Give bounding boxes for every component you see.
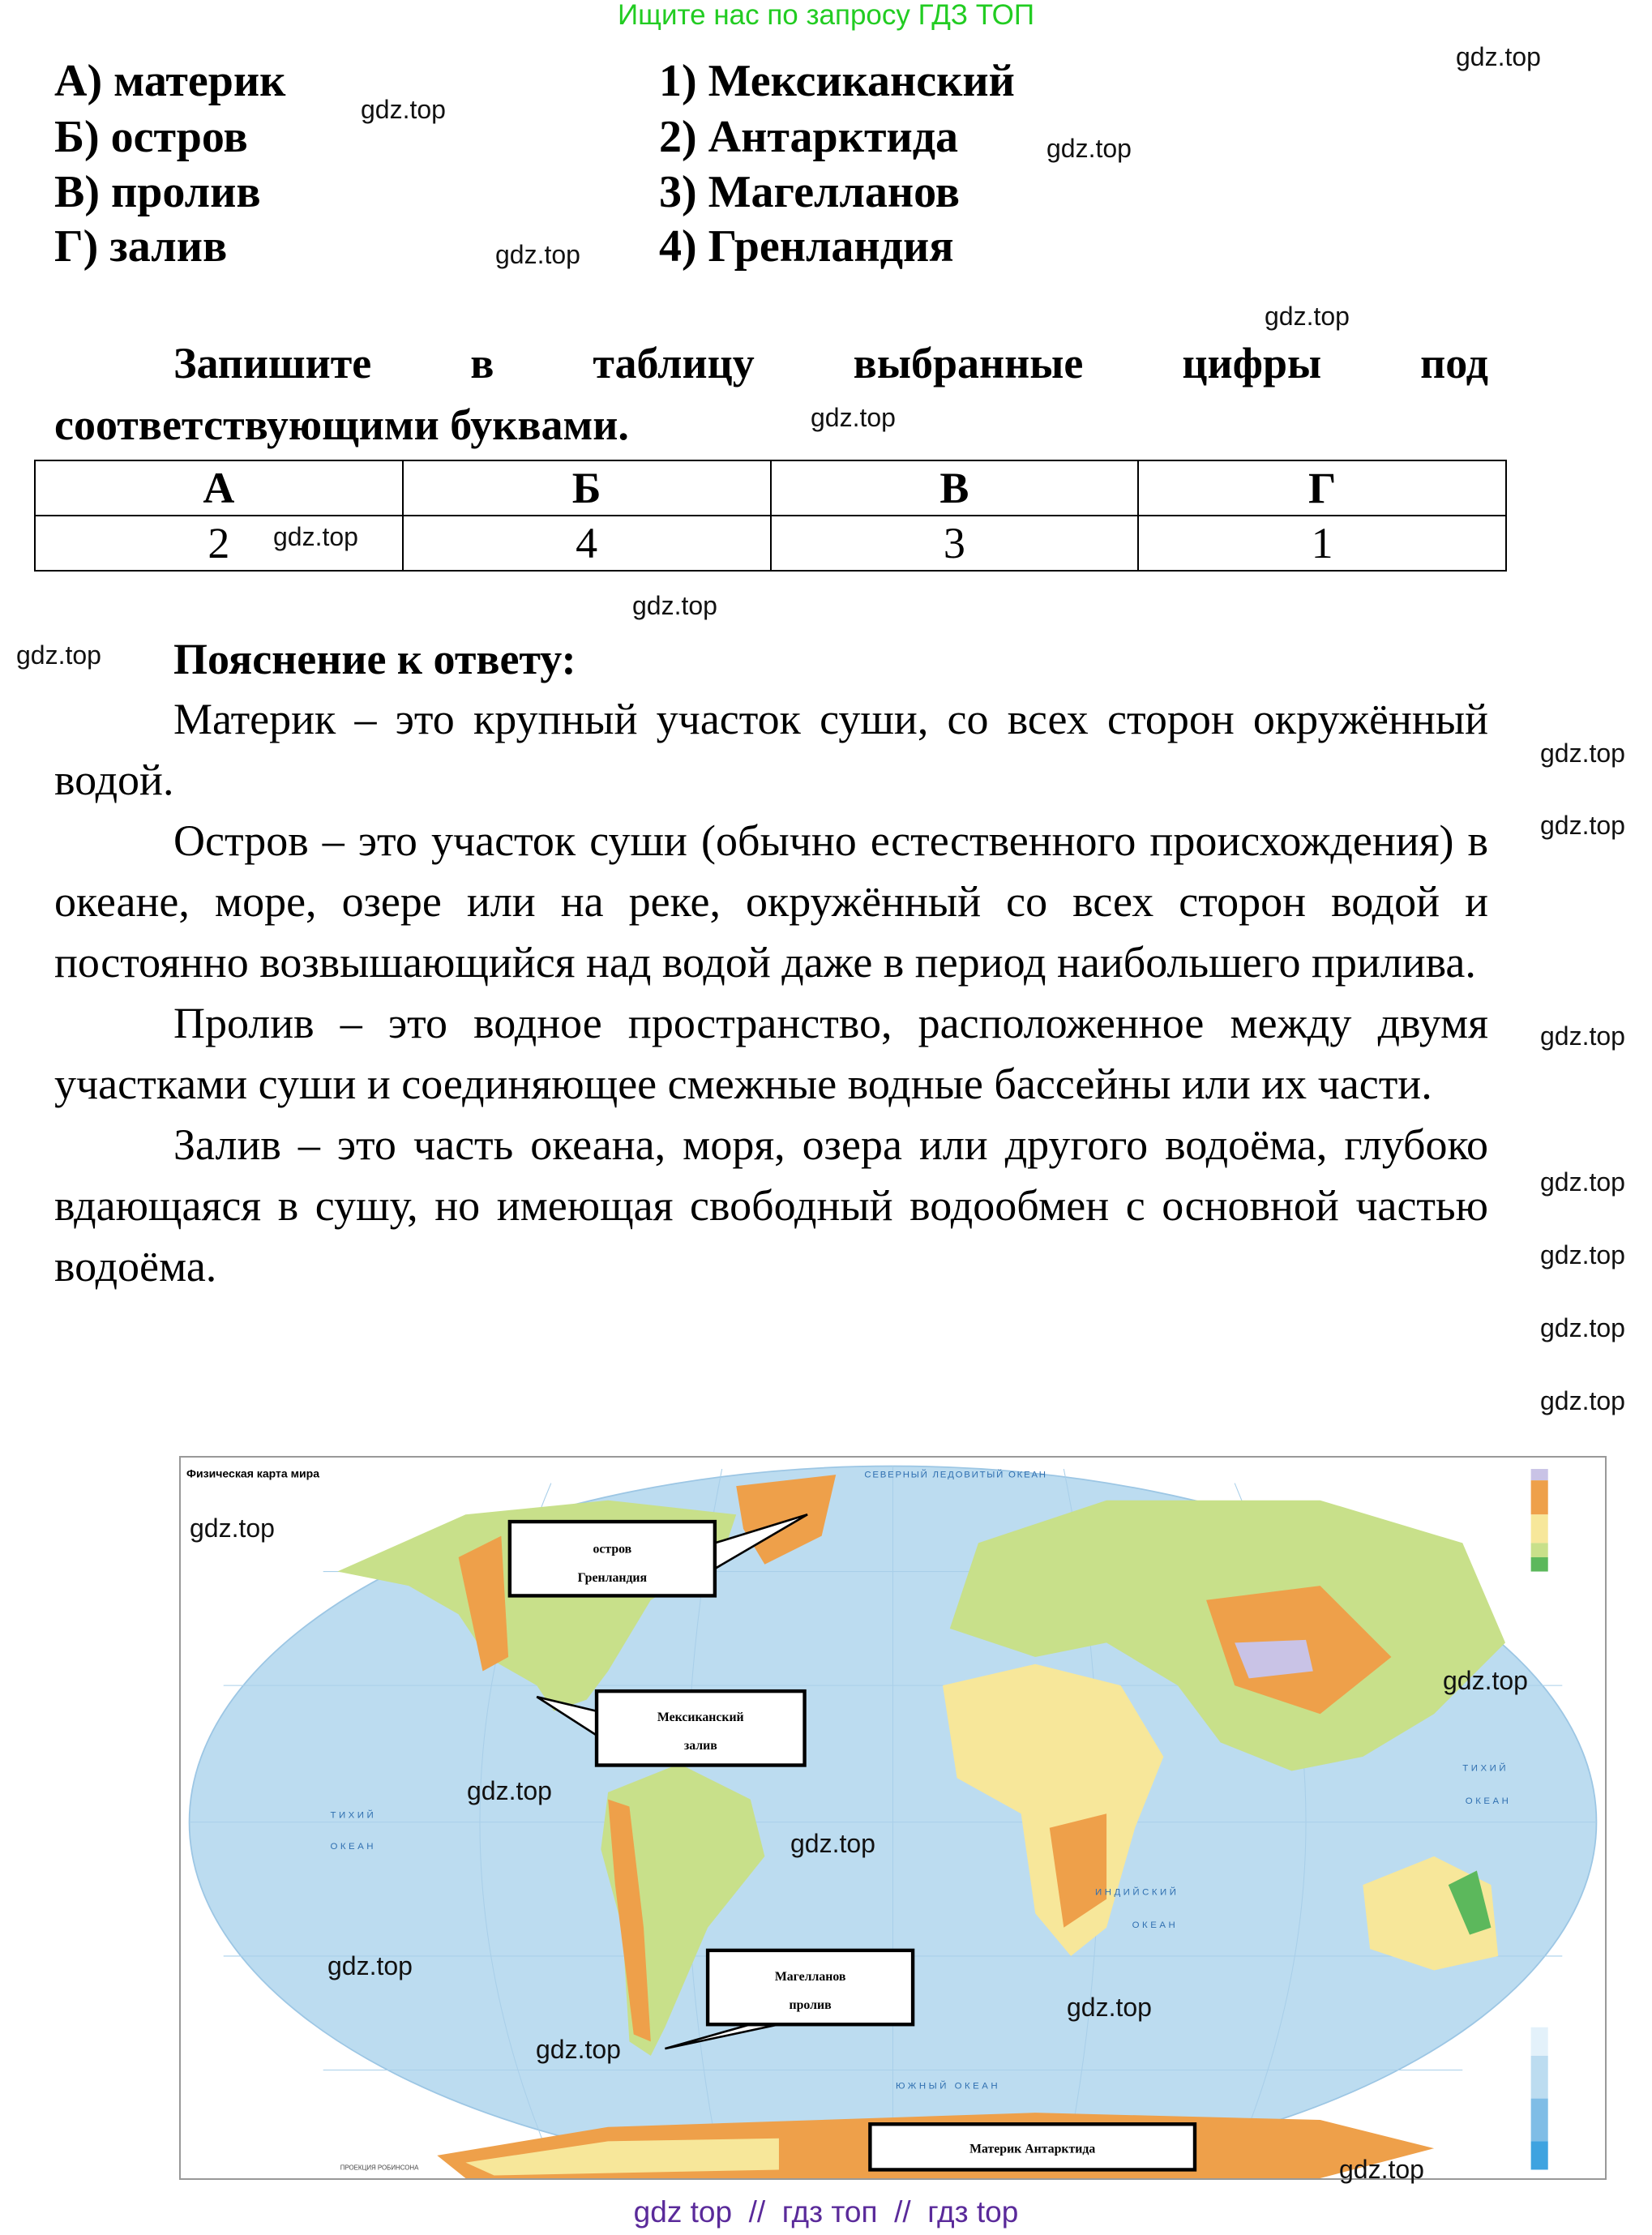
- world-physical-map: [179, 1456, 1607, 2180]
- option-4: 4) Гренландия: [659, 221, 954, 272]
- ocean-label-indian-1: ИНДИЙСКИЙ: [1094, 1887, 1179, 1898]
- paragraph-island: Остров – это участок суши (обычно естественного происхождения) в океане, море, озере или на реке, окружённый со всех сторон водой и постоянно возвышающийся над водой даже в период наибольшего прилива.: [54, 816, 1488, 987]
- instruction-line-2: соответствующими буквами.: [54, 400, 629, 449]
- watermark: gdz.top: [790, 1829, 875, 1858]
- callout-mexico: [597, 1691, 805, 1765]
- instruction-line-1: Запишите в таблицу выбранные цифры под: [173, 339, 1488, 387]
- term-b: Б) остров: [54, 112, 248, 162]
- paragraph-strait: Пролив – это водное пространство, расположенное между двумя участками суши и соединяющее смежные водные бассейны или их части.: [54, 999, 1488, 1108]
- option-2: 2) Антарктида: [659, 112, 959, 162]
- answer-table: [34, 460, 1507, 572]
- watermark: gdz.top: [16, 640, 101, 670]
- answer-g: 1: [1138, 516, 1506, 571]
- watermark: gdz.top: [536, 2035, 621, 2064]
- ocean-label-pacific-e-2: ОКЕАН: [1465, 1796, 1512, 1806]
- watermark: gdz.top: [1443, 1666, 1528, 1695]
- answer-b: 4: [403, 516, 771, 571]
- paragraph-continent: Материк – это крупный участок суши, со всех сторон окружённый водой.: [54, 695, 1488, 804]
- watermark: gdz.top: [327, 1951, 413, 1980]
- callout-greenland-line2: Гренландия: [577, 1570, 648, 1585]
- ocean-label-pacific-w-2: ОКЕАН: [330, 1842, 377, 1852]
- watermark: gdz.top: [1046, 134, 1132, 163]
- callout-antarctica-text: Материк Антарктида: [969, 2142, 1096, 2156]
- header-a: А: [35, 460, 403, 516]
- ocean-label-pacific-e-1: ТИХИЙ: [1462, 1763, 1509, 1774]
- watermark: gdz.top: [1456, 42, 1541, 71]
- watermark: gdz.top: [1540, 1021, 1625, 1051]
- callout-mexico-line1: Мексиканский: [657, 1711, 744, 1725]
- callout-magellan-line2: пролив: [789, 1997, 832, 2012]
- option-3: 3) Магелланов: [659, 167, 960, 217]
- watermark: gdz.top: [361, 95, 446, 124]
- watermark: gdz.top: [1339, 2155, 1424, 2184]
- term-v: В) пролив: [54, 167, 261, 217]
- watermark: gdz.top: [273, 522, 358, 551]
- ocean-label-southern: ЮЖНЫЙ ОКЕАН: [896, 2081, 1001, 2092]
- watermark: gdz.top: [1067, 1993, 1152, 2022]
- watermark: gdz.top: [467, 1776, 552, 1805]
- header-v: В: [771, 460, 1139, 516]
- watermark: gdz.top: [1540, 811, 1625, 840]
- watermark: gdz.top: [1540, 1386, 1625, 1415]
- ocean-label-indian-2: ОКЕАН: [1132, 1920, 1179, 1930]
- option-1: 1) Мексиканский: [659, 56, 1015, 106]
- watermark: gdz.top: [495, 240, 580, 269]
- map-graphic: [181, 1458, 1605, 2178]
- watermark: gdz.top: [1540, 1167, 1625, 1197]
- watermark: gdz.top: [1540, 1313, 1625, 1342]
- term-a: А) материк: [54, 56, 286, 106]
- answer-v: 3: [771, 516, 1139, 571]
- search-hint-header: Ищите нас по запросу ГДЗ ТОП: [618, 0, 1034, 31]
- footer-links: gdz top // гдз топ // гдз top: [633, 2195, 1019, 2229]
- term-g: Г) залив: [54, 221, 228, 272]
- callout-mexico-line2: залив: [683, 1739, 717, 1753]
- watermark: gdz.top: [1540, 739, 1625, 768]
- instruction: [54, 332, 1488, 456]
- callout-greenland-line1: остров: [593, 1542, 632, 1556]
- callout-magellan-line1: Магелланов: [774, 1969, 846, 1984]
- ocean-label-pacific-w-1: ТИХИЙ: [330, 1810, 377, 1821]
- callout-magellan: [708, 1950, 913, 2024]
- paragraph-gulf: Залив – это часть океана, моря, озера или другого водоёма, глубоко вдающаяся в сушу, но имеющая свободный водообмен с основной частью водоёма.: [54, 1120, 1488, 1291]
- header-g: Г: [1138, 460, 1506, 516]
- projection-label: ПРОЕКЦИЯ РОБИНСОНА: [340, 2164, 419, 2172]
- watermark: gdz.top: [1540, 1240, 1625, 1269]
- explanation-title: Пояснение к ответу:: [173, 635, 576, 683]
- ocean-label-arctic: СЕВЕРНЫЙ ЛЕДОВИТЫЙ ОКЕАН: [864, 1470, 1047, 1480]
- explanation-body: [54, 689, 1488, 1297]
- answer-a: 2: [35, 516, 403, 571]
- watermark: gdz.top: [1265, 302, 1350, 331]
- map-title: Физическая карта мира: [186, 1466, 320, 1480]
- watermark: gdz.top: [632, 591, 717, 620]
- watermark: gdz.top: [190, 1514, 275, 1543]
- header-b: Б: [403, 460, 771, 516]
- watermark: gdz.top: [811, 403, 896, 432]
